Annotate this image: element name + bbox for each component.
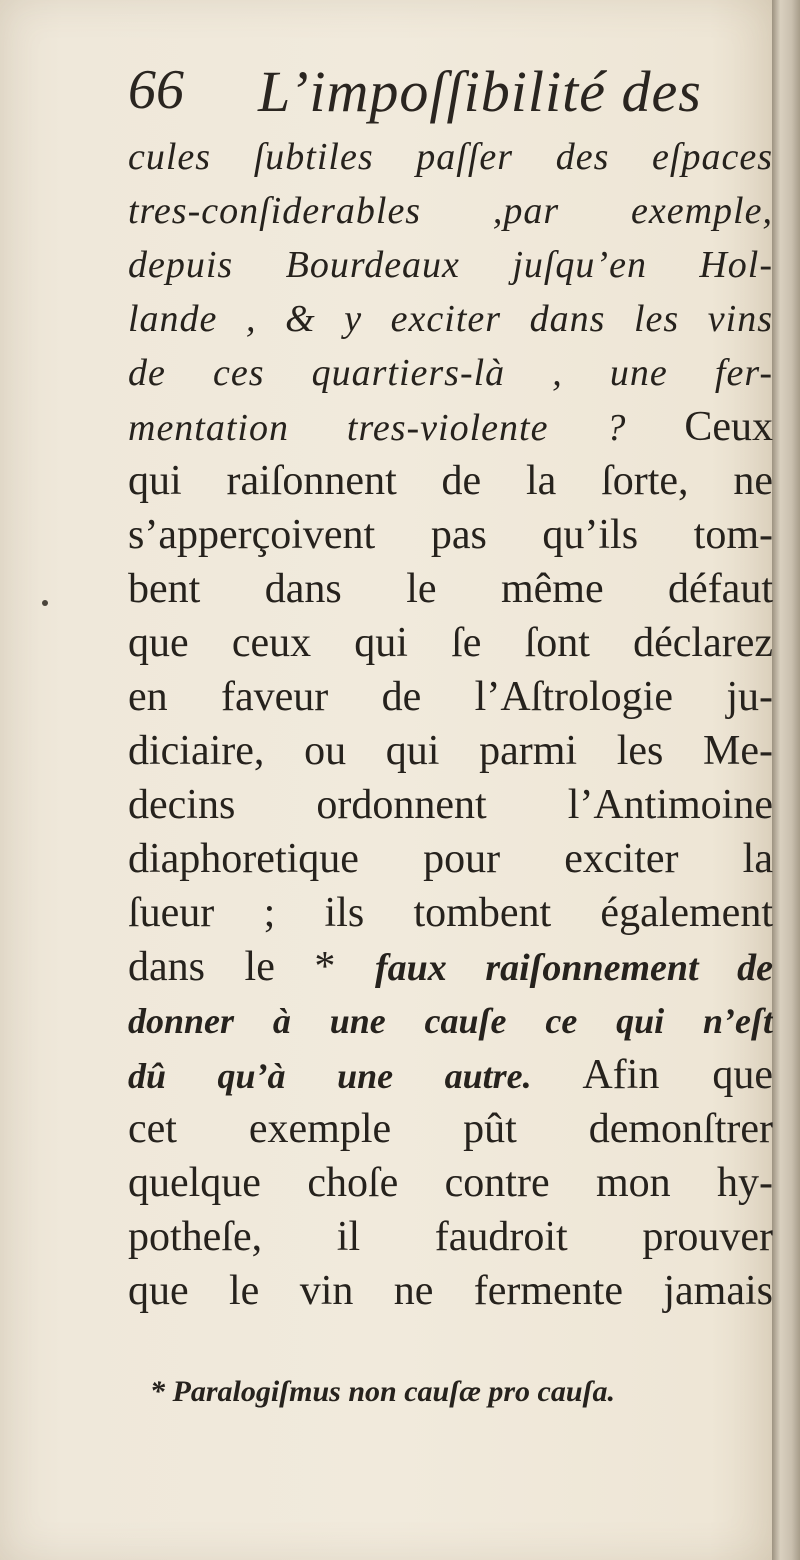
text-line: qui raiſonnent de la ſorte, ne (128, 458, 773, 504)
text-line: depuis Bourdeaux juſqu’en Hol- (128, 244, 773, 286)
text-line (128, 1048, 773, 1102)
text-line: quelque choſe contre mon hy- (128, 1160, 773, 1206)
running-head: L’impoſſibilité des (258, 59, 702, 124)
text-line: que le vin ne fermente jamais (128, 1268, 773, 1314)
text-line (128, 940, 773, 994)
text-line: que ceux qui ſe ſont déclarez (128, 620, 773, 666)
text-line: diaphoretique pour exciter la (128, 836, 773, 882)
text-line: ſueur ; ils tombent également (128, 890, 773, 936)
text-line (128, 400, 773, 454)
text-line: bent dans le même défaut (128, 566, 773, 612)
text-line: cet exemple pût demonſtrer (128, 1106, 773, 1152)
text-line-roman: Afin que (531, 1052, 773, 1098)
text-line: de ces quartiers-là , une fer- (128, 352, 773, 394)
page-number: 66 (128, 59, 184, 121)
text-line-italic: faux raiſonnement de (374, 947, 773, 989)
text-line: potheſe, il faudroit prouver (128, 1214, 773, 1260)
text-line: tres-conſiderables ,par exemple, (128, 190, 773, 232)
text-line-roman: dans le * (128, 944, 375, 990)
text-line: cules ſubtiles paſſer des eſpaces (128, 136, 773, 178)
text-line-italic: mentation tres-violente ? (128, 407, 627, 449)
text-line: lande , & y exciter dans les vins (128, 298, 773, 340)
ink-spot (42, 600, 48, 606)
text-line-roman: Ceux (626, 404, 773, 450)
text-line: donner à une cauſe ce qui n’eſt (128, 1001, 773, 1041)
page-header (128, 58, 748, 138)
text-line: en faveur de l’Aſtrologie ju- (128, 674, 773, 720)
text-line: decins ordonnent l’Antimoine (128, 782, 773, 828)
page-edge (772, 0, 800, 1560)
text-line: diciaire, ou qui parmi les Me- (128, 728, 773, 774)
text-line-italic: dû qu’à une autre. (128, 1056, 532, 1096)
text-line: s’apperçoivent pas qu’ils tom- (128, 512, 773, 558)
footnote: * Paralogiſmus non cauſæ pro cauſa. (150, 1375, 616, 1408)
body-text (128, 130, 773, 1318)
